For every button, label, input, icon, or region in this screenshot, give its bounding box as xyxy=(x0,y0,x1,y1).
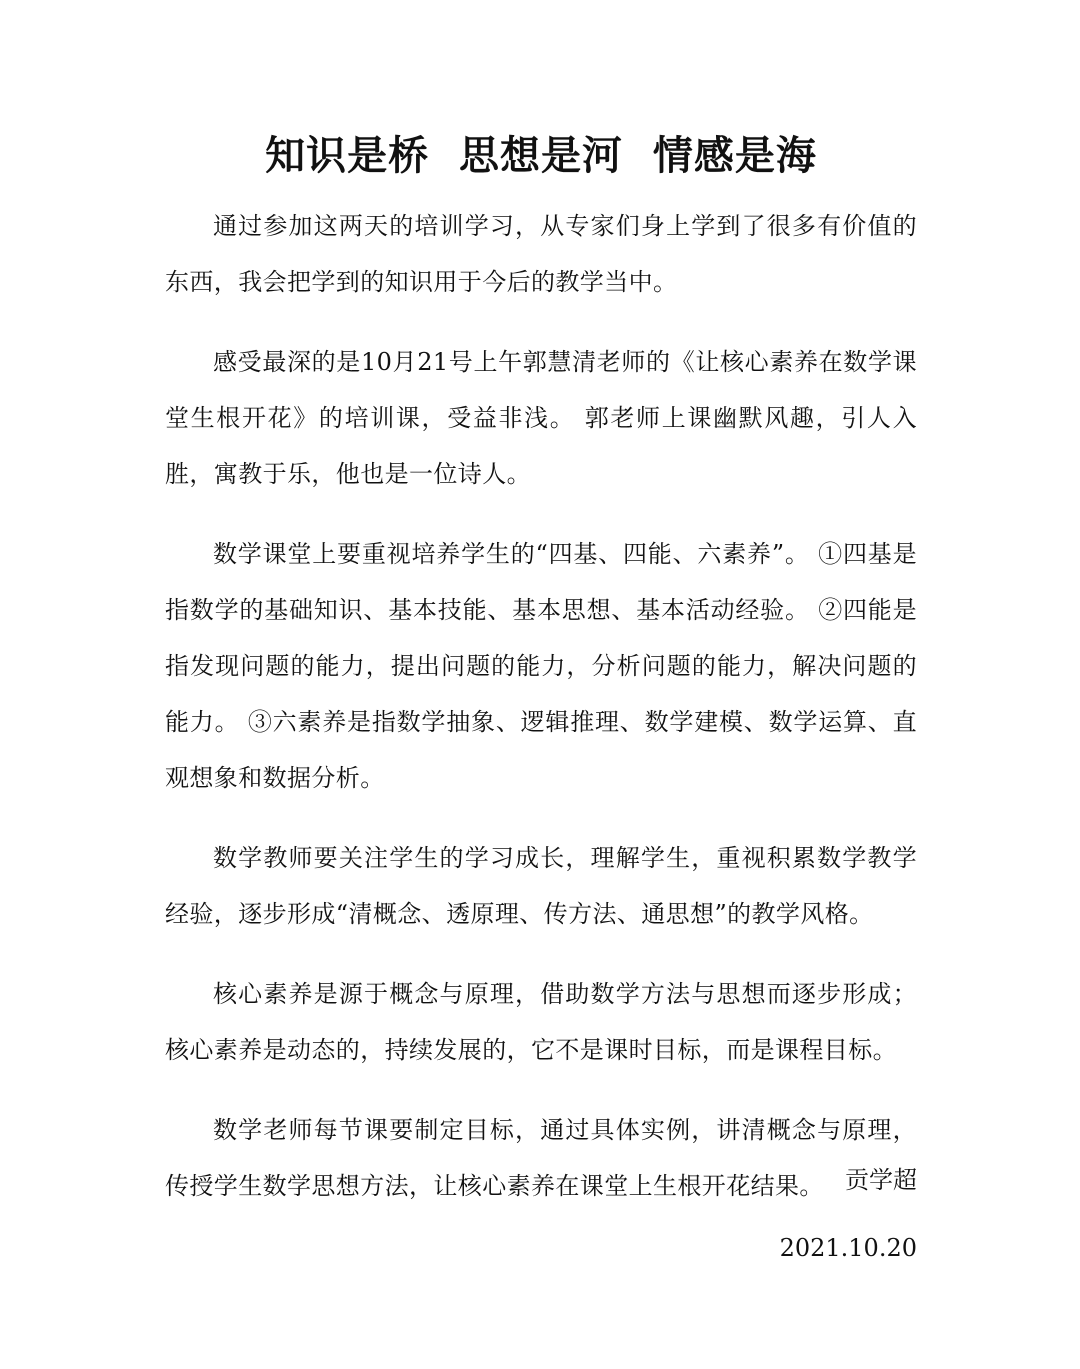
paragraph-6: 数学老师每节课要制定目标，通过具体实例，讲清概念与原理，传授学生数学思想方法，让核心素养在课堂上生根开花结果。 xyxy=(165,1116,917,1200)
author-name: 贡学超 xyxy=(845,1166,917,1194)
paragraph-1: 通过参加这两天的培训学习，从专家们身上学到了很多有价值的东西，我会把学到的知识用于今后的教学当中。 xyxy=(165,212,917,296)
paragraph-4: 数学教师要关注学生的学习成长，理解学生，重视积累数学教学经验，逐步形成“清概念、透原理、传方法、通思想”的教学风格。 xyxy=(165,844,917,928)
document-date: 2021.10.20 xyxy=(779,1234,917,1262)
paragraph-2: 感受最深的是10月21号上午郭慧清老师的《让核心素养在数学课堂生根开花》的培训课，受益非浅。 郭老师上课幽默风趣，引人入胜，寓教于乐，他也是一位诗人。 xyxy=(165,348,917,488)
signature-block xyxy=(780,1152,917,1276)
paragraph-5: 核心素养是源于概念与原理，借助数学方法与思想而逐步形成；核心素养是动态的，持续发展的，它不是课时目标，而是课程目标。 xyxy=(165,980,917,1064)
paragraph-3: 数学课堂上要重视培养学生的“四基、四能、六素养”。 ①四基是指数学的基础知识、基本技能、基本思想、基本活动经验。 ②四能是指发现问题的能力，提出问题的能力，分析问题的能力，解决问题的能力。 ③六素养是指数学抽象、逻辑推理、数学建模、数学运算、直观想象和数据分析。 xyxy=(165,540,917,792)
document-page xyxy=(165,128,917,1262)
document-title: 知识是桥 思想是河 情感是海 xyxy=(265,132,817,179)
